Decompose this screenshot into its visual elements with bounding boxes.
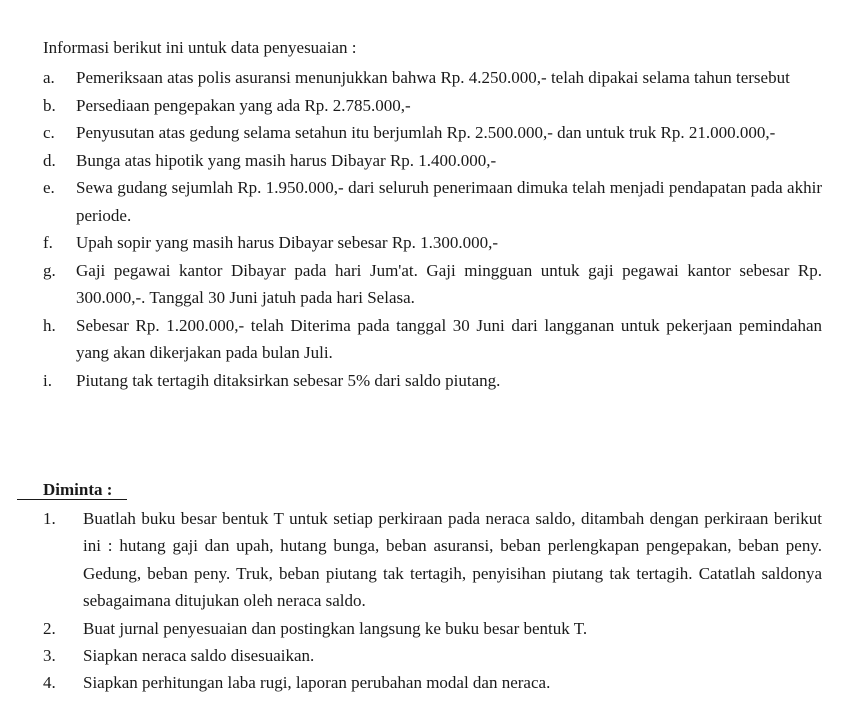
requested-list xyxy=(43,505,822,697)
item-marker: 4. xyxy=(43,673,56,693)
item-marker: f. xyxy=(43,233,53,252)
item-marker: a. xyxy=(43,68,55,87)
item-text: Sewa gudang sejumlah Rp. 1.950.000,- dari seluruh penerimaan dimuka telah menjadi pendapatan pada akhir periode. xyxy=(76,178,822,225)
requested-item xyxy=(43,669,822,696)
item-text: Sebesar Rp. 1.200.000,- telah Diterima pada tanggal 30 Juni dari langganan untuk pekerjaan pemindahan yang akan dikerjakan pada bulan Juli. xyxy=(76,315,822,362)
item-marker: 2. xyxy=(43,618,56,638)
item-text: Persediaan pengepakan yang ada Rp. 2.785.000,- xyxy=(76,95,411,115)
item-text: Gaji pegawai kantor Dibayar pada hari Jum'at. Gaji mingguan untuk gaji pegawai kantor sebesar Rp. 300.000,-. Tanggal 30 Juni jatuh pada hari Selasa. xyxy=(76,260,822,307)
item-text: Pemeriksaan atas polis asuransi menunjukkan bahwa Rp. 4.250.000,- telah dipakai selama tahun tersebut xyxy=(76,68,790,87)
item-marker: i. xyxy=(43,370,52,390)
intro-text: Informasi berikut ini untuk data penyesuaian : xyxy=(43,38,357,57)
item-text: Bunga atas hipotik yang masih harus Dibayar Rp. 1.400.000,- xyxy=(76,150,497,170)
item-marker: d. xyxy=(43,150,56,170)
item-text: Penyusutan atas gedung selama setahun itu berjumlah Rp. 2.500.000,- dan untuk truk Rp. 21.000.000,- xyxy=(76,123,776,142)
requested-item xyxy=(43,642,822,669)
item-text: Upah sopir yang masih harus Dibayar sebesar Rp. 1.300.000,- xyxy=(76,233,499,252)
item-marker: b. xyxy=(43,95,56,115)
adjustment-item xyxy=(43,64,822,92)
adjustment-item xyxy=(43,312,822,367)
adjustment-item xyxy=(43,92,822,120)
item-text: Piutang tak tertagih ditaksirkan sebesar 5% dari saldo piutang. xyxy=(76,370,501,390)
item-marker: 1. xyxy=(43,509,56,528)
adjustment-list xyxy=(43,64,822,394)
item-text: Buatlah buku besar bentuk T untuk setiap perkiraan pada neraca saldo, ditambah dengan perkiraan berikut ini : hutang gaji dan upah, hutang bunga, beban asuransi, beban perlengkapan pengepakan, beban peny. Gedung, beban peny. Truk, beban piutang tak tertagih, penyisihan piutang tak tertagih. Catatlah saldonya sebagaimana ditujukan oleh neraca saldo. xyxy=(83,509,822,611)
item-marker: 3. xyxy=(43,646,56,666)
item-marker: e. xyxy=(43,178,55,197)
adjustment-item xyxy=(43,367,822,395)
item-marker: g. xyxy=(43,260,56,280)
requested-item xyxy=(43,615,822,642)
item-marker: h. xyxy=(43,315,56,335)
adjustment-item xyxy=(43,119,822,147)
item-text: Buat jurnal penyesuaian dan postingkan langsung ke buku besar bentuk T. xyxy=(83,618,588,638)
requested-item xyxy=(43,505,822,615)
requested-heading: Diminta : xyxy=(17,479,127,500)
item-marker: c. xyxy=(43,123,55,142)
item-text: Siapkan neraca saldo disesuaikan. xyxy=(83,646,315,666)
adjustment-item xyxy=(43,174,822,229)
adjustment-item xyxy=(43,229,822,257)
adjustment-item xyxy=(43,257,822,312)
item-text: Siapkan perhitungan laba rugi, laporan perubahan modal dan neraca. xyxy=(83,673,551,693)
adjustment-item xyxy=(43,147,822,175)
